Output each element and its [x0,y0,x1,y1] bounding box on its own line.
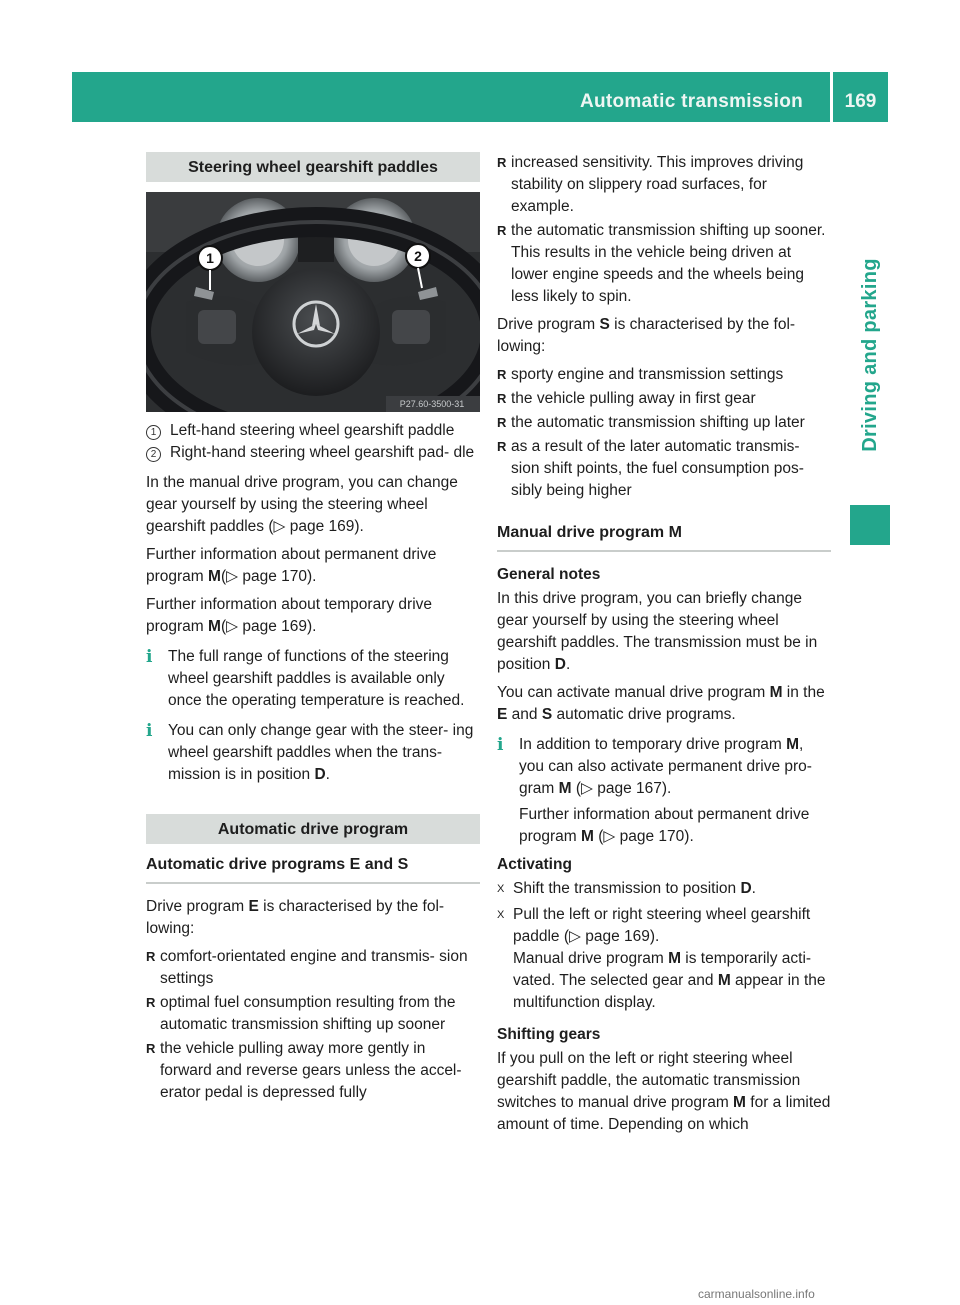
caption-text-1: Left-hand steering wheel gearshift paddle [170,422,455,439]
paragraph-manual-change: In the manual drive program, you can change gear yourself by using the steering wheel gearshift paddles (▷ page 169). [146,474,458,535]
caption-number-1: 1 [146,420,170,442]
list-item: R sporty engine and transmission settings [497,366,784,383]
left-column [146,152,480,1110]
header-bar [72,72,888,122]
svg-text:2: 2 [414,248,422,264]
page-number: 169 [844,91,877,112]
list-item: R the automatic transmission shifting up sooner. This results in the vehicle being driven at lower engine speeds and the wheels being less likely to spin. [497,222,826,305]
info-icon: i [146,647,153,667]
chapter-tab-label: Driving and parking [859,258,881,452]
chapter-marker [850,505,890,545]
caption-1 [146,420,480,442]
steering-wheel-figure [146,192,480,412]
heading-shifting-gears: Shifting gears [497,1026,601,1043]
paragraph-shifting-gears: If you pull on the left or right steering wheel gearshift paddle, the automatic transmission switches to manual drive program M for a limited amount of time. Depending on which [497,1050,831,1133]
subheading-programs-e-s: Automatic drive programs E and S [146,854,480,884]
paragraph-activate-manual: You can activate manual drive program M in the E and S automatic drive programs. [497,684,825,723]
info-note-permanent: i In addition to temporary drive program M, you can also activate permanent drive pro- gram M (▷ page 167). Further information about permanent drive program M (▷ page 170). [497,734,831,848]
info-icon: i [497,735,504,755]
list-item: R optimal fuel consumption resulting from the automatic transmission shifting up sooner [146,994,456,1033]
figure-code: P27.60-3500-31 [399,399,465,409]
steering-wheel-illustration [146,192,480,412]
bullet-list-e-cont [497,152,831,308]
info-note-functions: i The full range of functions of the steering wheel gearshift paddles is available only once the operating temperature is reached. [146,646,480,712]
right-column [497,152,831,1142]
watermark: carmanualsonline.info [698,1287,815,1301]
step-pull-paddle: X Pull the left or right steering wheel gearshift paddle (▷ page 169). Manual drive program M is temporarily acti- vated. The selected gear and M appear in the multifunction display. [497,904,831,1014]
paragraph-program-s: Drive program S is characterised by the fol- lowing: [497,316,796,355]
subheading-manual-program: Manual drive program M [497,522,831,552]
heading-activating: Activating [497,856,572,873]
bullet-list-e [146,946,480,1104]
list-item: R the vehicle pulling away in first gear [497,390,756,407]
caption-2 [146,442,480,464]
info-icon: i [146,721,153,741]
paragraph-program-e: Drive program E is characterised by the fol- lowing: [146,898,445,937]
step-arrow-icon: X [497,883,505,895]
svg-text:1: 1 [206,250,214,266]
paragraph-permanent-info: Further information about permanent drive program M(▷ page 170). [146,546,437,585]
list-item: R comfort-orientated engine and transmis- sion settings [146,948,468,987]
paragraph-general-notes: In this drive program, you can briefly change gear yourself by using the steering wheel gearshift paddles. The transmission must be in position D. [497,590,818,673]
step-arrow-icon: X [497,909,505,921]
step-shift-to-d: X Shift the transmission to position D. [497,878,831,900]
section-heading-automatic: Automatic drive program [146,814,480,844]
heading-general-notes: General notes [497,566,601,583]
list-item: R as a result of the later automatic transmis- sion shift points, the fuel consumption pos- sibly being higher [497,438,804,499]
caption-number-2: 2 [146,442,170,464]
chapter-tab [850,240,890,470]
list-item: R the automatic transmission shifting up later [497,414,805,431]
caption-text-2: Right-hand steering wheel gearshift pad- dle [170,444,475,461]
bullet-list-s [497,364,831,502]
page-title: Automatic transmission [579,91,803,112]
list-item: R increased sensitivity. This improves driving stability on slippery road surfaces, for example. [497,154,804,215]
info-note-position: i You can only change gear with the steer- ing wheel gearshift paddles when the trans- mission is in position D. [146,720,480,786]
paragraph-temporary-info: Further information about temporary drive program M(▷ page 169). [146,596,433,635]
list-item: R the vehicle pulling away more gently in forward and reverse gears unless the accel- erator pedal is depressed fully [146,1040,462,1101]
section-heading-paddles: Steering wheel gearshift paddles [146,152,480,182]
